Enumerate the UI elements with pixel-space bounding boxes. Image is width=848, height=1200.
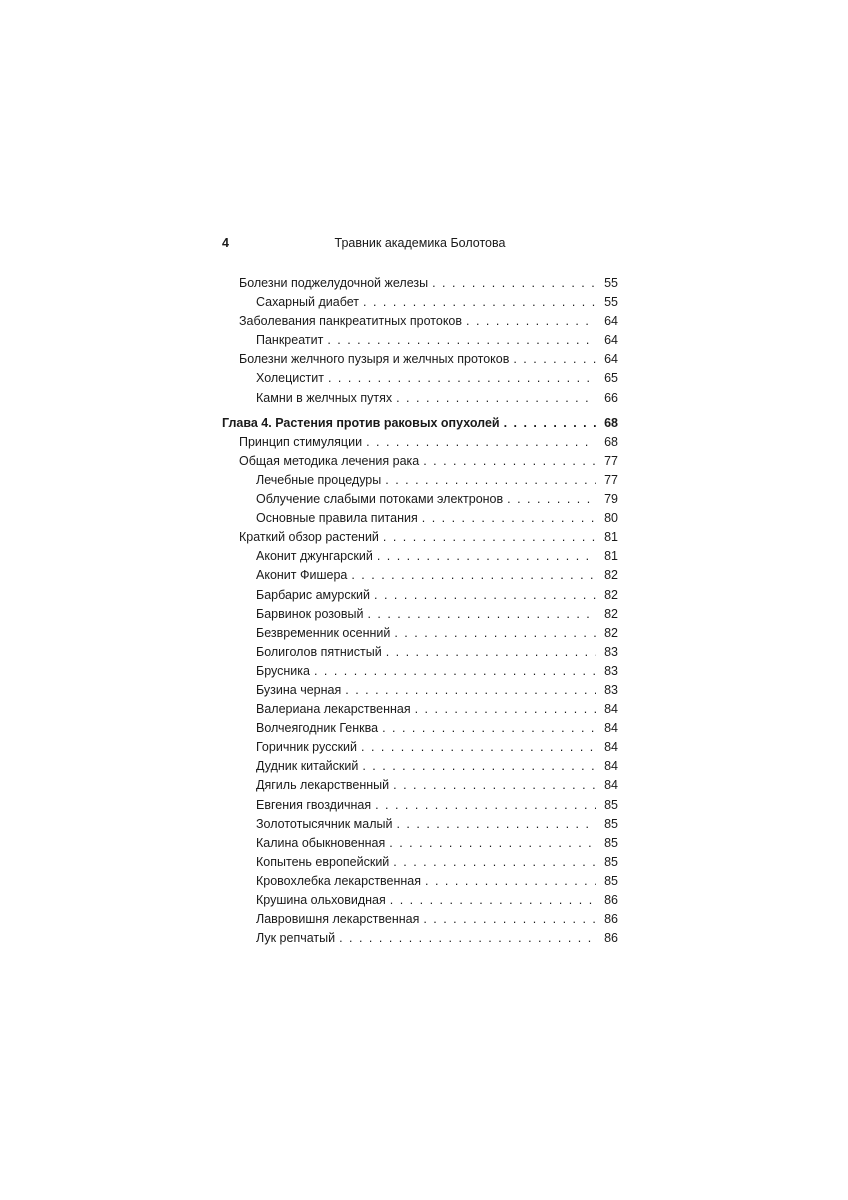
toc-entry-title: Волчеягодник Генква [256, 721, 379, 736]
toc-entry-page: 82 [604, 568, 618, 583]
toc-entry[interactable] [222, 588, 618, 607]
dot-leader [392, 817, 596, 831]
toc-entry-page: 84 [604, 721, 618, 736]
toc-entry-title: Брусника [256, 663, 310, 678]
toc-entry[interactable] [222, 371, 618, 390]
toc-entry[interactable] [222, 549, 618, 568]
toc-entry[interactable] [222, 683, 618, 702]
dot-leader [382, 645, 596, 659]
toc-entry-title: Кровохлебка лекарственная [256, 873, 422, 888]
dot-leader [379, 530, 596, 544]
dot-leader [378, 721, 596, 735]
toc-entry-page: 68 [604, 415, 618, 430]
toc-entry-title: Камни в желчных путях [256, 390, 393, 405]
toc-entry[interactable] [222, 817, 618, 836]
toc-entry-page: 82 [604, 625, 618, 640]
toc-entry-title: Золототысячник малый [256, 816, 393, 831]
toc-entry-page: 85 [604, 816, 618, 831]
page-number: 4 [222, 236, 229, 250]
dot-leader [385, 836, 596, 850]
dot-leader [310, 664, 596, 678]
toc-entry-title: Крушина ольховидная [256, 893, 386, 907]
toc-entry-title: Глава 4. Растения против раковых опухолей [222, 415, 500, 430]
toc-entry-title: Барвинок розовый [256, 606, 364, 621]
toc-entry[interactable] [222, 778, 618, 797]
toc-entry[interactable] [222, 721, 618, 740]
toc-entry-title: Заболевания панкреатитных протоков [239, 314, 463, 329]
toc-entry[interactable] [222, 333, 618, 352]
toc-entry[interactable] [222, 473, 618, 492]
dot-leader [386, 893, 596, 907]
dot-leader [390, 626, 596, 640]
toc-entry-page: 85 [604, 873, 618, 888]
toc-entry[interactable] [222, 893, 618, 912]
toc-entry-page: 86 [604, 893, 618, 907]
dot-leader [359, 295, 596, 309]
toc-entry-page: 84 [604, 759, 618, 774]
dot-leader [363, 607, 596, 621]
toc-entry[interactable] [222, 568, 618, 587]
toc-entry[interactable] [222, 931, 618, 950]
toc-entry[interactable] [222, 454, 618, 473]
toc-entry-title: Сахарный диабет [256, 295, 359, 310]
toc-entry[interactable] [222, 912, 618, 931]
toc-entry[interactable] [222, 664, 618, 683]
toc-entry[interactable] [222, 607, 618, 626]
toc-entry-title: Дудник китайский [256, 759, 359, 774]
toc-entry[interactable] [222, 874, 618, 893]
toc-entry-title: Дягиль лекарственный [256, 778, 390, 793]
page-header [222, 236, 618, 254]
toc-entry-page: 86 [604, 912, 618, 927]
toc-entry[interactable] [222, 645, 618, 664]
dot-leader [392, 391, 596, 405]
toc-entry[interactable] [222, 314, 618, 333]
dot-leader [357, 740, 596, 754]
toc-chapter-entry[interactable] [222, 416, 618, 435]
toc-entry-title: Холецистит [256, 371, 324, 386]
toc-entry-page: 65 [604, 371, 618, 386]
toc-entry-page: 66 [604, 390, 618, 405]
dot-leader [419, 912, 596, 926]
toc-entry-page: 64 [604, 314, 618, 329]
toc-entry-page: 64 [604, 352, 618, 367]
toc-entry-page: 81 [604, 549, 618, 564]
toc-entry-title: Общая методика лечения рака [239, 453, 420, 468]
toc-entry[interactable] [222, 391, 618, 410]
toc-entry-page: 82 [604, 587, 618, 602]
toc-entry-page: 64 [604, 333, 618, 348]
toc-entry-title: Болезни желчного пузыря и желчных протоков [239, 352, 510, 367]
dot-leader [421, 874, 596, 888]
toc-entry-page: 83 [604, 682, 618, 697]
toc-entry-page: 55 [604, 295, 618, 310]
toc-entry-title: Горичник русский [256, 740, 358, 755]
toc-entry-title: Болиголов пятнистый [256, 644, 382, 659]
toc-entry-page: 84 [604, 740, 618, 755]
dot-leader [341, 683, 596, 697]
toc-entry[interactable] [222, 626, 618, 645]
toc-entry[interactable] [222, 740, 618, 759]
dot-leader [428, 276, 596, 290]
toc-entry-page: 85 [604, 835, 618, 850]
dot-leader [503, 492, 596, 506]
toc-entry-title: Валериана лекарственная [256, 702, 411, 717]
table-of-contents [222, 276, 618, 950]
toc-entry-title: Принцип стимуляции [239, 434, 363, 449]
toc-entry-page: 85 [604, 797, 618, 812]
dot-leader [509, 352, 596, 366]
toc-entry-title: Аконит джунгарский [256, 549, 373, 564]
toc-entry-page: 68 [604, 434, 618, 449]
dot-leader [381, 473, 596, 487]
dot-leader [323, 333, 596, 347]
toc-entry-title: Лавровишня лекарственная [256, 912, 420, 927]
dot-leader [418, 511, 596, 525]
dot-leader [411, 702, 596, 716]
dot-leader [362, 435, 596, 449]
toc-entry-page: 85 [604, 854, 618, 869]
toc-entry-page: 55 [604, 276, 618, 290]
toc-entry-page: 77 [604, 453, 618, 468]
toc-entry-page: 81 [604, 530, 618, 545]
dot-leader [335, 931, 596, 945]
dot-leader [370, 588, 596, 602]
toc-entry-title: Аконит Фишера [256, 568, 348, 583]
toc-entry[interactable] [222, 276, 618, 295]
toc-entry-title: Краткий обзор растений [239, 530, 379, 545]
toc-entry-page: 79 [604, 492, 618, 507]
toc-entry[interactable] [222, 702, 618, 721]
toc-entry-title: Калина обыкновенная [256, 835, 386, 850]
toc-entry[interactable] [222, 530, 618, 549]
toc-entry[interactable] [222, 352, 618, 371]
toc-entry-title: Бузина черная [256, 682, 342, 697]
toc-entry-title: Барбарис амурский [256, 587, 371, 602]
toc-entry-title: Копытень европейский [256, 854, 390, 869]
toc-entry[interactable] [222, 836, 618, 855]
toc-entry-title: Лук репчатый [256, 931, 336, 946]
dot-leader [462, 314, 596, 328]
toc-entry-title: Безвременник осенний [256, 625, 391, 640]
toc-entry-title: Панкреатит [256, 333, 324, 348]
dot-leader [389, 778, 596, 792]
toc-entry[interactable] [222, 435, 618, 454]
toc-entry-page: 83 [604, 663, 618, 678]
toc-entry-page: 80 [604, 511, 618, 526]
dot-leader [324, 371, 596, 385]
toc-entry-title: Болезни поджелудочной железы [239, 276, 429, 290]
toc-entry[interactable] [222, 511, 618, 530]
dot-leader [373, 549, 596, 563]
toc-entry[interactable] [222, 492, 618, 511]
toc-entry-title: Основные правила питания [256, 511, 418, 526]
toc-entry-page: 77 [604, 472, 618, 487]
dot-leader [419, 454, 596, 468]
toc-entry-page: 82 [604, 606, 618, 621]
toc-entry[interactable] [222, 798, 618, 817]
toc-entry-page: 84 [604, 702, 618, 717]
dot-leader [389, 855, 596, 869]
dot-leader [358, 759, 596, 773]
toc-entry-title: Облучение слабыми потоками электронов [256, 492, 504, 507]
toc-entry-page: 83 [604, 644, 618, 659]
toc-entry-page: 84 [604, 778, 618, 793]
dot-leader [347, 568, 596, 582]
toc-entry-title: Лечебные процедуры [256, 472, 382, 487]
toc-entry-page: 86 [604, 931, 618, 946]
toc-entry[interactable] [222, 759, 618, 778]
dot-leader [500, 416, 596, 430]
dot-leader [371, 798, 596, 812]
running-title: Травник академика Болотова [334, 236, 506, 250]
toc-entry-title: Евгения гвоздичная [256, 797, 372, 812]
toc-entry[interactable] [222, 295, 618, 314]
toc-entry[interactable] [222, 855, 618, 874]
